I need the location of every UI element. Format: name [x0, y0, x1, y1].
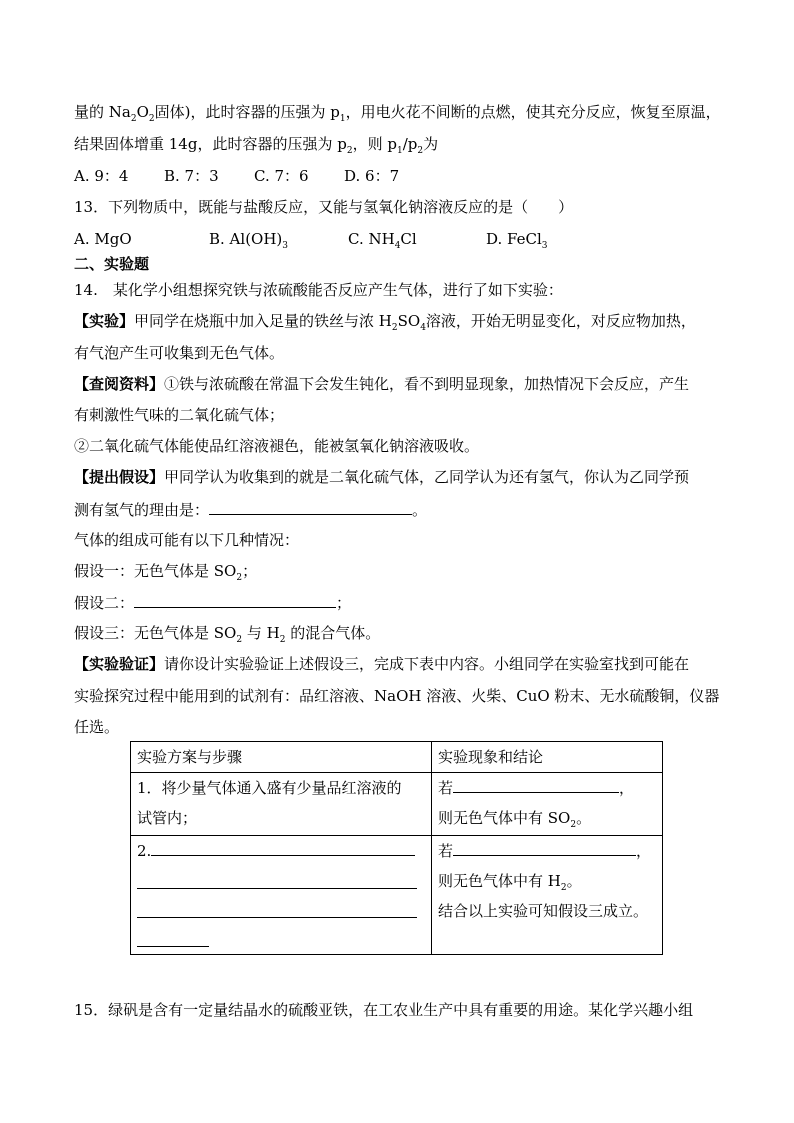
table-cell — [131, 773, 432, 836]
option-d: D. 6：7 — [344, 167, 400, 185]
cell-line — [432, 836, 662, 866]
table-header-cell — [131, 742, 432, 773]
q14-composition: 气体的组成可能有以下几种情况： — [74, 531, 300, 549]
subscript: 4 — [420, 323, 426, 333]
q15-stem: 15．绿矾是含有一定量结晶水的硫酸亚铁，在工农业生产中具有重要的用途。某化学兴趣小组 — [74, 1001, 694, 1019]
table-header-cell — [432, 742, 663, 773]
text: 测有氢气的理由是： — [74, 501, 210, 519]
text: ①铁与浓硫酸在常温下会发生钝化，看不到明显现象，加热情况下会反应，产生 — [164, 375, 690, 393]
section-tag: 【实验验证】 — [74, 655, 165, 673]
subscript: 3 — [541, 241, 548, 251]
text: 若 — [438, 842, 454, 860]
table-cell — [432, 836, 663, 955]
text: 固体)，此时容器的压强为 p — [154, 103, 340, 121]
answer-blank[interactable] — [453, 775, 619, 793]
answer-blank[interactable] — [137, 866, 417, 889]
cell-text: 结合以上实验可知假设三成立。 — [438, 902, 649, 920]
q14-verification-line-2: 实验探究过程中能用到的试剂有：品红溶液、NaOH 溶液、火柴、CuO 粉末、无水硫酸铜，仪器 — [74, 687, 720, 705]
subscript: 4 — [394, 241, 401, 251]
text: ； — [242, 562, 258, 580]
q12-line-1 — [74, 102, 721, 125]
section-tag: 【提出假设】 — [74, 468, 165, 486]
q12-line-2 — [74, 134, 438, 157]
subscript: 2 — [236, 635, 243, 645]
text: 假设三：无色气体是 SO — [74, 624, 237, 642]
subscript: 2 — [417, 146, 424, 156]
option-c: C. 7：6 — [254, 167, 309, 185]
cell-text: 1．将少量气体通入盛有少量品红溶液的 — [137, 779, 402, 797]
text: 溶液，开始无明显变化，对反应物加热， — [425, 312, 696, 330]
subscript: 2 — [148, 114, 155, 124]
text: 。 — [566, 872, 582, 890]
option-a: A. MgO — [74, 230, 132, 248]
text: ， — [619, 779, 635, 797]
answer-blank[interactable] — [134, 592, 336, 608]
answer-blank[interactable] — [209, 499, 412, 515]
subscript: 2 — [236, 573, 243, 583]
table-header-row — [131, 742, 663, 773]
text: ； — [336, 594, 352, 612]
q14-experiment-line-1 — [74, 311, 696, 334]
hypothesis-two — [74, 592, 351, 613]
text: ，则 p — [352, 135, 397, 153]
text: 则无色气体中有 SO — [438, 809, 571, 827]
text: 与 H — [242, 624, 280, 642]
table-row — [131, 773, 663, 836]
subscript: 2 — [560, 883, 567, 893]
text: 请你设计实验验证上述假设三，完成下表中内容。小组同学在实验室找到可能在 — [164, 655, 690, 673]
subscript: 2 — [130, 114, 137, 124]
q14-verification-line-1 — [74, 654, 689, 674]
answer-blank[interactable] — [137, 895, 417, 918]
q14-experiment-line-2: 有气泡产生可收集到无色气体。 — [74, 344, 285, 362]
answer-blank[interactable] — [137, 924, 209, 947]
cell-line — [131, 836, 417, 866]
text: 量的 Na — [74, 103, 131, 121]
subscript: 2 — [391, 323, 398, 333]
option-d — [486, 229, 548, 252]
text: 的混合气体。 — [285, 624, 381, 642]
text: /p — [402, 135, 418, 153]
text: 若 — [438, 779, 454, 797]
header-text: 实验现象和结论 — [438, 748, 544, 766]
answer-blank[interactable] — [453, 838, 636, 856]
q14-hypothesis-line-1 — [74, 467, 689, 487]
text: 甲同学认为收集到的就是二氧化硫气体，乙同学认为还有氢气，你认为乙同学预 — [164, 468, 690, 486]
text: 。 — [412, 501, 428, 519]
text: 甲同学在烧瓶中加入足量的铁丝与浓 H — [134, 312, 392, 330]
text: 假设一：无色气体是 SO — [74, 562, 237, 580]
section-heading: 二、实验题 — [74, 255, 150, 273]
option-b — [209, 229, 348, 252]
q14-reference-line-3: ②二氧化硫气体能使品红溶液褪色，能被氢氧化钠溶液吸收。 — [74, 437, 480, 455]
hypothesis-three — [74, 623, 380, 646]
table-row — [131, 836, 663, 955]
text: Cl — [400, 230, 417, 248]
text: 假设二： — [74, 594, 135, 612]
cell-text: 试管内； — [137, 809, 198, 827]
text: 则无色气体中有 H — [438, 872, 561, 890]
option-a: A. 9：4 — [74, 167, 129, 185]
subscript: 1 — [396, 146, 403, 156]
q14-reference-line-2: 有刺激性气味的二氧化硫气体； — [74, 406, 285, 424]
text: ， — [636, 842, 652, 860]
experiment-table — [130, 741, 663, 955]
q14-hypothesis-line-2 — [74, 499, 427, 520]
q14-reference-line-1 — [74, 374, 689, 394]
hypothesis-one — [74, 561, 257, 584]
q14-stem: 14. 某化学小组想探究铁与浓硫酸能否反应产生气体，进行了如下实验： — [74, 281, 563, 299]
text: 。 — [576, 809, 592, 827]
cell-line — [432, 803, 662, 833]
q12-options — [74, 166, 399, 186]
cell-line — [432, 773, 662, 803]
section-tag: 【实验】 — [74, 312, 135, 330]
header-text: 实验方案与步骤 — [137, 748, 243, 766]
q13-options — [74, 229, 548, 252]
table-cell — [131, 836, 432, 955]
section-tag: 【查阅资料】 — [74, 375, 165, 393]
cell-line — [432, 866, 662, 896]
q14-verification-line-3: 任选。 — [74, 718, 120, 736]
text: 结果固体增重 14g，此时容器的压强为 p — [74, 135, 347, 153]
text: 2. — [137, 842, 152, 860]
table-cell — [432, 773, 663, 836]
q13-stem: 13．下列物质中，既能与盐酸反应，又能与氢氧化钠溶液反应的是（ ） — [74, 198, 574, 216]
subscript: 3 — [282, 241, 289, 251]
text: D. FeCl — [486, 230, 542, 248]
text: O — [136, 103, 149, 121]
subscript: 2 — [279, 635, 286, 645]
text: 为 — [423, 135, 439, 153]
answer-blank[interactable] — [151, 838, 415, 856]
text: ，用电火花不间断的点燃，使其充分反应，恢复至原温， — [345, 103, 721, 121]
subscript: 2 — [570, 820, 577, 830]
subscript: 2 — [346, 146, 353, 156]
option-b: B. 7：3 — [164, 167, 219, 185]
subscript: 1 — [339, 114, 346, 124]
text: C. NH — [348, 230, 395, 248]
text: SO — [397, 312, 421, 330]
option-c — [348, 229, 486, 252]
text: B. Al(OH) — [209, 230, 283, 248]
